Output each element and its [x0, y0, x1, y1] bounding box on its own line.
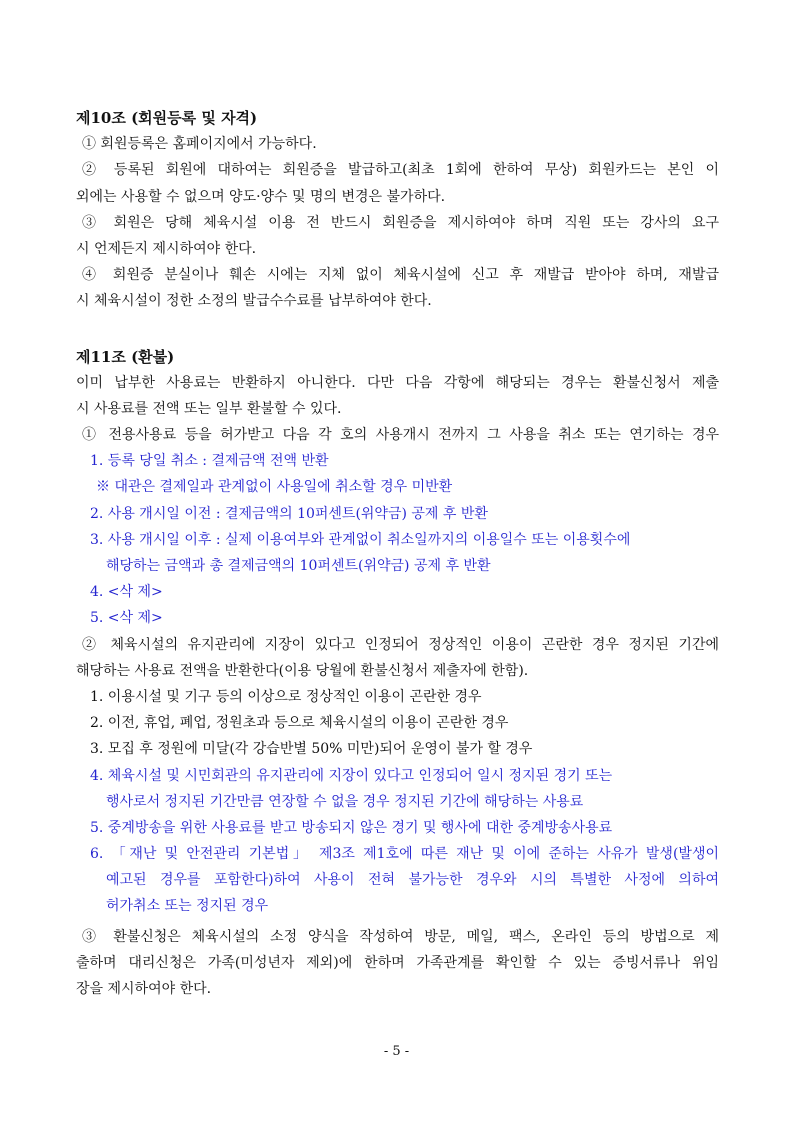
clause-1: ① 전용사용료 등을 허가받고 다음 각 호의 사용개시 전까지 그 사용을 취소 또는 연기하는 경우 [82, 427, 719, 444]
clause-3: ③ 회원은 당해 체육시설 이용 전 반드시 회원증을 제시하여야 하며 직원 또는 강사의 요구 [82, 214, 719, 231]
list-item: 6. 「재난 및 안전관리 기본법」 제3조 제1호에 따른 재난 및 이에 준하는 사유가 발생(발생이 [90, 846, 719, 863]
article-10-title: 제10조 (회원등록 및 자격) [76, 109, 258, 127]
article-10 [76, 105, 719, 315]
article-11-title: 제11조 (환불) [76, 347, 175, 366]
list-item: 5. <삭 제> [90, 610, 163, 627]
document-page [76, 105, 719, 1002]
list-item: 3. 모집 후 정원에 미달(각 강습반별 50% 미만)되어 운영이 불가 할 경우 [90, 741, 533, 758]
list-item: 3. 사용 개시일 이후 : 실제 이용여부와 관계없이 취소일까지의 이용일수 또는 이용횟수에 [90, 531, 631, 548]
clause-3-cont: 출하며 대리신청은 가족(미성년자 제외)에 한하며 가족관계를 확인할 수 있는 증빙서류나 위임 [76, 954, 719, 971]
clause-4-cont: 시 체육시설이 정한 소정의 발급수수료를 납부하여야 한다. [76, 293, 432, 310]
list-item: 2. 이전, 휴업, 폐업, 정원초과 등으로 체육시설의 이용이 곤란한 경우 [90, 715, 509, 732]
article-11 [76, 344, 719, 1003]
list-item: 5. 중계방송을 위한 사용료를 받고 방송되지 않은 경기 및 행사에 대한 중계방송사용료 [90, 819, 613, 836]
list-item: 1. 등록 당일 취소 : 결제금액 전액 반환 [90, 453, 329, 470]
clause-3: ③ 환불신청은 체육시설의 소정 양식을 작성하여 방문, 메일, 팩스, 온라인 등의 방법으로 제 [82, 928, 719, 945]
intro-line: 시 사용료를 전액 또는 일부 환불할 수 있다. [76, 400, 342, 417]
clause-3-cont: 장을 제시하여야 한다. [76, 981, 212, 997]
clause-3-cont: 시 언제든지 제시하여야 한다. [76, 240, 257, 257]
list-item-cont: 행사로서 정지된 기간만큼 연장할 수 없을 경우 정지된 기간에 해당하는 사용료 [106, 793, 584, 810]
list-item: 2. 사용 개시일 이전 : 결제금액의 10퍼센트(위약금) 공제 후 반환 [90, 505, 488, 522]
clause-2-cont: 외에는 사용할 수 없으며 양도·양수 및 명의 변경은 불가하다. [76, 188, 446, 205]
clause-2: ② 등록된 회원에 대하여는 회원증을 발급하고(최초 1회에 한하여 무상) 회원카드는 본인 이 [82, 162, 719, 179]
list-item-cont: 예고된 경우를 포함한다)하여 사용이 전혀 불가능한 경우와 시의 특별한 사정에 의하여 [106, 872, 719, 889]
list-item: 4. 체육시설 및 시민회관의 유지관리에 지장이 있다고 인정되어 일시 정지된 경기 또는 [90, 767, 613, 784]
note-item: ※ 대관은 결제일과 관계없이 사용일에 취소할 경우 미반환 [96, 479, 453, 496]
list-item-cont: 해당하는 금액과 총 결제금액의 10퍼센트(위약금) 공제 후 반환 [106, 558, 491, 574]
list-item-cont: 허가취소 또는 정지된 경우 [106, 898, 269, 915]
intro-line: 이미 납부한 사용료는 반환하지 아니한다. 다만 다음 각항에 해당되는 경우는 환불신청서 제출 [76, 374, 719, 391]
clause-4: ④ 회원증 분실이나 훼손 시에는 지체 없이 체육시설에 신고 후 재발급 받아야 하며, 재발급 [82, 267, 719, 284]
clause-2: ② 체육시설의 유지관리에 지장이 있다고 인정되어 정상적인 이용이 곤란한 경우 정지된 기간에 [82, 636, 719, 653]
clause-1: ① 회원등록은 홈페이지에서 가능하다. [82, 136, 317, 153]
list-item: 1. 이용시설 및 기구 등의 이상으로 정상적인 이용이 곤란한 경우 [90, 688, 482, 705]
list-item: 4. <삭 제> [90, 584, 163, 601]
page-number: - 5 - [383, 1044, 410, 1059]
clause-2-cont: 해당하는 사용료 전액을 반환한다(이용 당월에 환불신청서 제출자에 한함). [76, 662, 529, 679]
